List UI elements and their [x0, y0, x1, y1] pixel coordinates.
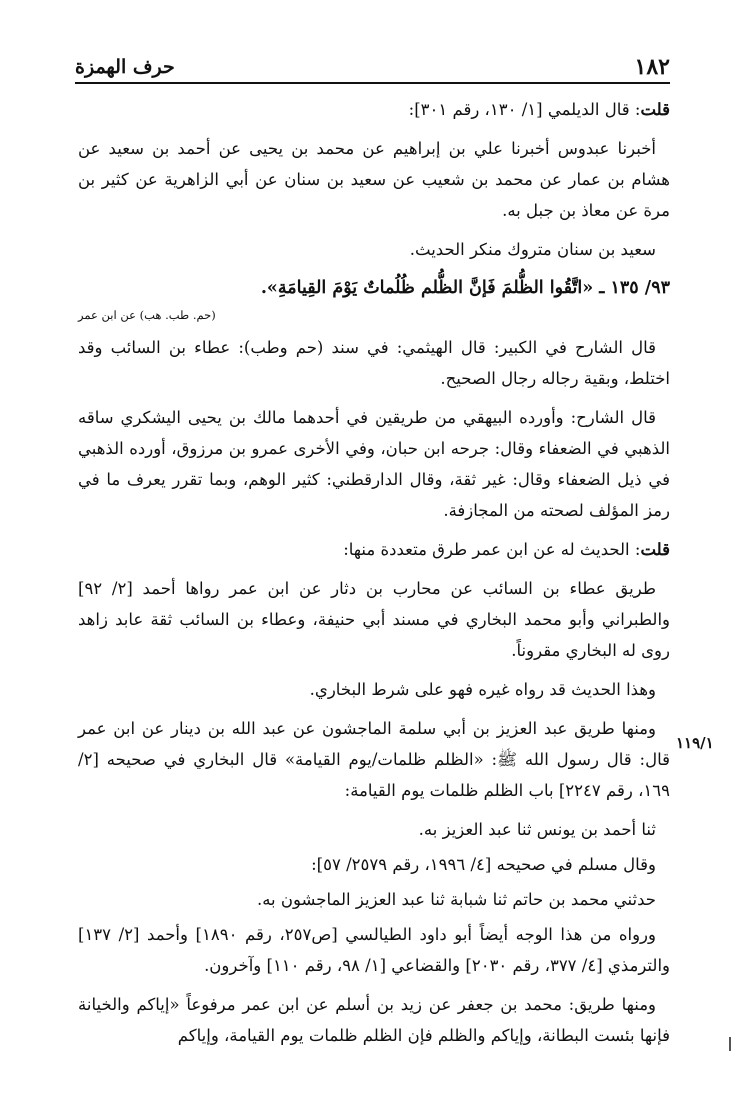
paragraph-text: : الحديث له عن ابن عمر طرق متعددة منها: — [343, 540, 641, 559]
hadith-source: (حم. طب. هب) عن ابن عمر — [78, 308, 216, 322]
paragraph: ورواه من هذا الوجه أيضاً أبو داود الطيالسي [ص٢٥٧، رقم ١٨٩٠] وأحمد [٢/ ١٣٧] والترمذي [٤/ ٣٧٧، رقم ٢٠٣٠] والقضاعي [١/ ٩٨، رقم ١١٠] وآخرون. — [78, 925, 670, 975]
paragraph: وهذا الحديث قد رواه غيره فهو على شرط البخاري. — [309, 680, 656, 699]
paragraph: أخبرنا عبدوس أخبرنا علي بن إبراهيم عن محمد بن يحيى عن أحمد بن سعيد عن هشام بن عمار عن محمد بن شعيب عن سعيد بن سنان عن أبي الزاهرية عن كثير بن مرة عن معاذ بن جبل به. — [78, 139, 670, 220]
paragraph: قال الشارح: وأورده البيهقي من طريقين في أحدهما مالك بن يحيى اليشكري ساقه الذهبي في الضعفاء وقال: جرحه ابن حبان، وفي الأخرى عمرو بن مرزوق، أورده الذهبي في ذيل الضعفاء وقال: غير ثقة، وقال الدارقطني: كثير الوهم، وبما تقرر يعرف ما في رمز المؤلف لصحته من المجازفة. — [78, 408, 670, 520]
paragraph: حدثني محمد بن حاتم ثنا شبابة ثنا عبد العزيز الماجشون به. — [256, 890, 656, 909]
note-label: قلت — [640, 540, 670, 559]
hadith-title: ٩٣/ ١٣٥ ـ «اتَّقُوا الظُّلمَ فَإنَّ الظُّلم ظُلُماتٌ يَوْمَ القِيامَةِ». — [260, 278, 670, 298]
margin-mark — [729, 1037, 731, 1051]
page-header — [75, 52, 670, 84]
paragraph — [78, 94, 670, 125]
main-text — [78, 94, 670, 1059]
paragraph: سعيد بن سنان متروك منكر الحديث. — [409, 240, 656, 259]
paragraph: قال الشارح في الكبير: قال الهيثمي: في سند (حم وطب): عطاء بن السائب وقد اختلط، وبقية رجاله رجال الصحيح. — [78, 338, 670, 388]
paragraph-text: : قال الديلمي [١/ ١٣٠، رقم ٣٠١]: — [408, 100, 641, 119]
paragraph: ومنها طريق: محمد بن جعفر عن زيد بن أسلم عن ابن عمر مرفوعاً «إياكم والخيانة فإنها بئست البطانة، وإياكم والظلم فإن الظلم ظلمات يوم القيامة، وإياكم — [78, 995, 670, 1045]
margin-manuscript-ref: ١١٩/١ — [676, 734, 714, 752]
page-number: ١٨٢ — [634, 54, 670, 80]
paragraph: وقال مسلم في صحيحه [٤/ ١٩٩٦، رقم ٢٥٧٩/ ٥٧]: — [311, 855, 656, 874]
section-title: حرف الهمزة — [75, 56, 175, 78]
paragraph: طريق عطاء بن السائب عن محارب بن دثار عن ابن عمر رواها أحمد [٢/ ٩٢] والطبراني وأبو محمد البخاري في مسند أبي حنيفة، وعطاء بن السائب ثقة عابد زاهد روى له البخاري مقروناً. — [78, 579, 670, 660]
paragraph — [78, 534, 670, 565]
note-label: قلت — [640, 100, 670, 119]
paragraph: ومنها طريق عبد العزيز بن أبي سلمة الماجشون عن عبد الله بن دينار عن ابن عمر قال: قال رسول الله ﷺ: «الظلم ظلمات/يوم القيامة» قال البخاري في صحيحه [٢/ ١٦٩، رقم ٢٢٤٧] باب الظلم ظلمات يوم القيامة: — [78, 719, 670, 800]
paragraph: ثنا أحمد بن يونس ثنا عبد العزيز به. — [418, 820, 656, 839]
